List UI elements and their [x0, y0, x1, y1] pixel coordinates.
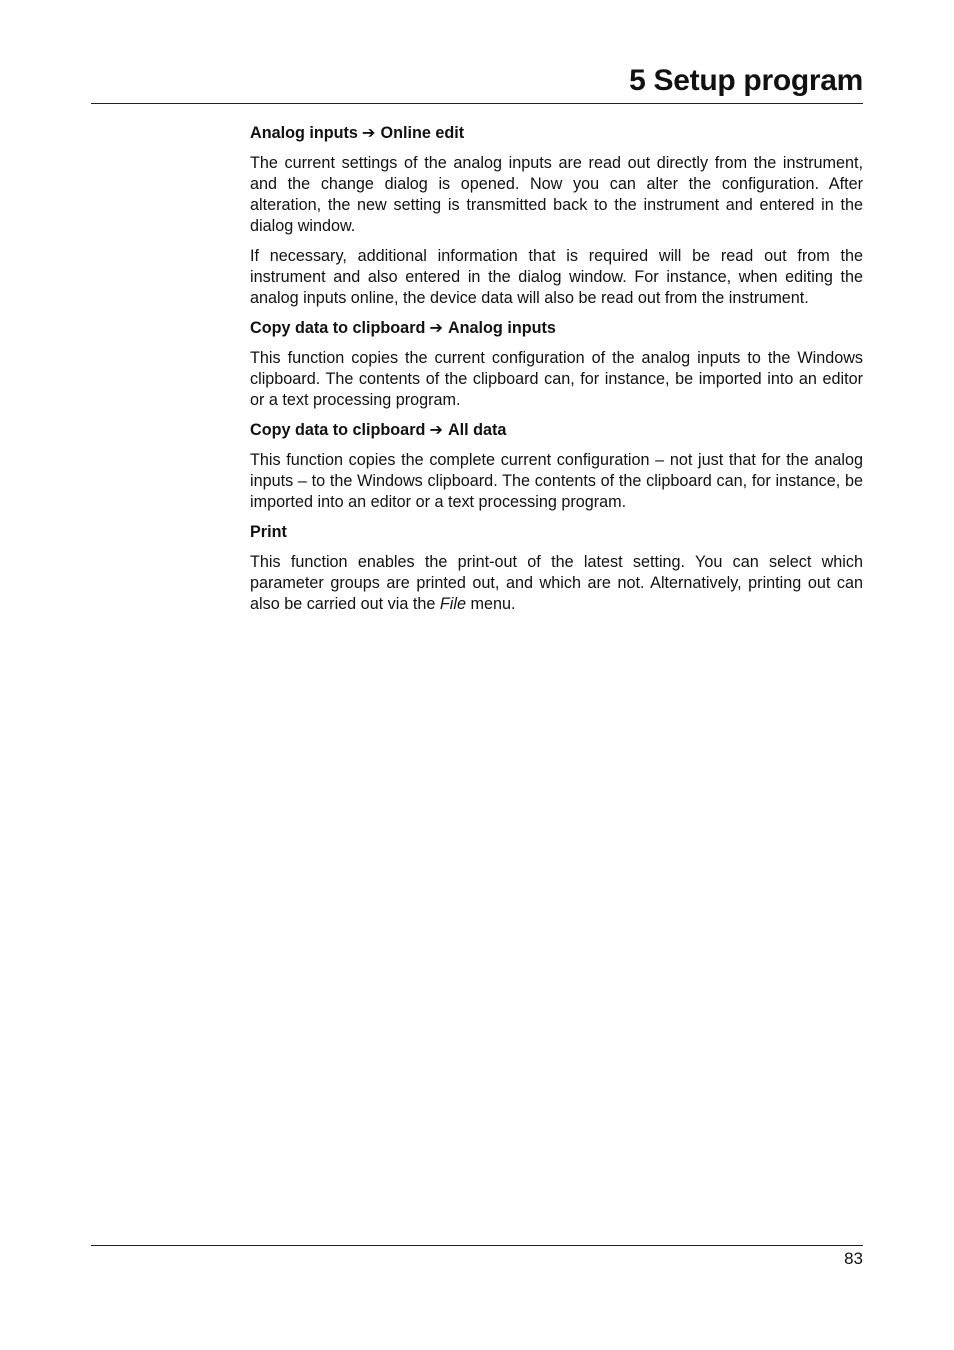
heading-part: Analog inputs [250, 124, 358, 142]
arrow-right-icon: ➔ [361, 124, 376, 142]
file-menu-reference: File [439, 595, 466, 613]
section-heading-print: Print [250, 523, 287, 541]
arrow-right-icon: ➔ [429, 319, 443, 337]
heading-part: Copy data to clipboard [250, 319, 426, 337]
heading-part: All data [447, 421, 507, 439]
section-heading-online-edit [250, 123, 863, 144]
page-content [250, 123, 863, 624]
paragraph: The current settings of the analog inputs are read out directly from the instrument, and the change dialog is opened. Now you can alter the configuration. After alteration, the new setting is transmitted back to the instrument and entered in the dialog window. [250, 154, 863, 235]
heading-part: Analog inputs [447, 319, 556, 337]
heading-part: Online edit [380, 124, 465, 142]
paragraph: This function copies the complete current configuration – not just that for the analog inputs – to the Windows clipboard. The contents of the clipboard can, for instance, be imported into an editor or a text processing program. [250, 451, 863, 511]
heading-part: Copy data to clipboard [250, 421, 426, 439]
header-divider [91, 103, 863, 104]
arrow-right-icon: ➔ [429, 421, 443, 439]
paragraph-text: menu. [465, 595, 516, 613]
paragraph: This function copies the current configuration of the analog inputs to the Windows clipboard. The contents of the clipboard can, for instance, be imported into an editor or a text processing program. [250, 349, 863, 409]
paragraph-text: This function enables the print-out of the latest setting. You can select which parameter groups are printed out, and which are not. Alternatively, printing out can also be carried out via the [250, 553, 863, 613]
section-heading-copy-analog-inputs [250, 318, 863, 339]
footer-divider [91, 1245, 863, 1246]
section-heading-copy-all-data [250, 420, 863, 441]
chapter-title: 5 Setup program [629, 64, 863, 97]
page-number: 83 [844, 1249, 863, 1268]
paragraph [250, 552, 863, 615]
paragraph: If necessary, additional information that is required will be read out from the instrument and also entered in the dialog window. For instance, when editing the analog inputs online, the device data will also be read out from the instrument. [250, 247, 863, 307]
